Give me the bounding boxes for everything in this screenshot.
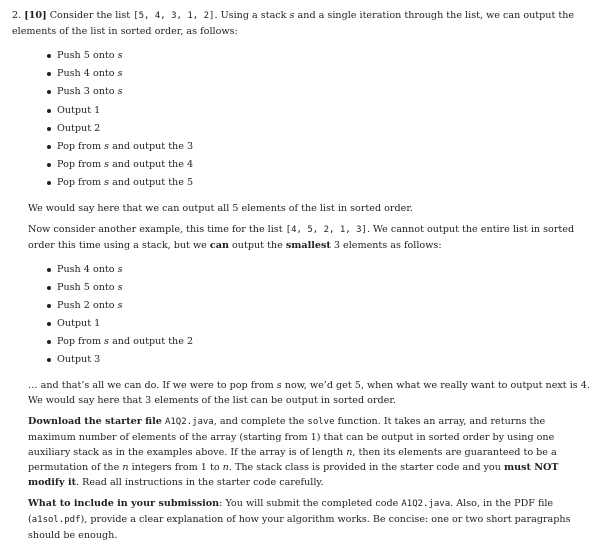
list-item: Pop from s and output the 3 xyxy=(47,138,592,156)
list-item: Pop from s and output the 2 xyxy=(47,333,592,351)
list-item: Pop from s and output the 4 xyxy=(47,156,592,174)
list-item: Push 4 onto s xyxy=(47,65,592,83)
function-name: solve xyxy=(307,416,335,427)
example-list-2: [4, 5, 2, 1, 3] xyxy=(285,224,367,235)
paragraph-instructions: Download the starter file A1Q2.java, and complete the solve function. It takes an array, and returns the maximum number of elements of the array (starting from 1) that can be output in sorted order by using one auxiliary stack as in the examples above. If the array is of length n, then its elements are guaranteed to be a permutation of the n integers from 1 to n. The stack class is provided in the starter code and you must NOT modify it. Read all instructions in the starter code carefully. xyxy=(28,415,559,488)
steps-list-2 xyxy=(12,261,592,370)
list-item: Push 2 onto s xyxy=(47,297,592,315)
list-item: Pop from s and output the 5 xyxy=(47,174,592,192)
list-item: Push 4 onto s xyxy=(47,261,592,279)
list-item: Push 3 onto s xyxy=(47,83,592,101)
starter-file-name: A1Q2.java xyxy=(164,416,214,427)
question-number: 2. xyxy=(12,10,22,21)
list-item: Output 1 xyxy=(47,315,592,333)
question-intro: 2. [10] Consider the list [5, 4, 3, 1, 2]. Using a stack s and a single iteration through the list, we can output the elements of the list in sorted order, as follows: xyxy=(12,10,575,37)
list-item: Push 5 onto s xyxy=(47,279,592,297)
list-item: Output 3 xyxy=(47,351,592,369)
example-list-1: [5, 4, 3, 1, 2] xyxy=(133,11,215,21)
list-item: Output 1 xyxy=(47,102,592,120)
list-item: Push 5 onto s xyxy=(47,47,592,65)
steps-list-1 xyxy=(12,47,592,193)
submission-file-name: A1Q2.java xyxy=(401,498,451,509)
paragraph-sorted-summary: We would say here that we can output all 5 elements of the list in sorted order. xyxy=(28,202,413,214)
paragraph-submission: What to include in your submission: You will submit the completed code A1Q2.java. Also, in the PDF file (a1sol.pdf), provide a clear explanation of how your algorithm works. Be concise: one or two short paragraphs should be enough. xyxy=(28,497,571,541)
paragraph-second-example: Now consider another example, this time for the list [4, 5, 2, 1, 3]. We cannot output the entire list in sorted order this time using a stack, but we can output the smallest 3 elements as follows: xyxy=(28,223,575,251)
list-item: Output 2 xyxy=(47,120,592,138)
pdf-file-name: a1sol.pdf xyxy=(31,514,81,525)
paragraph-conclusion: … and that’s all we can do. If we were to pop from s now, we’d get 5, when what we really want to output next is 4. We would say here that 3 elements of the list can be output in sorted order. xyxy=(28,379,590,406)
question-points: [10] xyxy=(24,10,47,21)
